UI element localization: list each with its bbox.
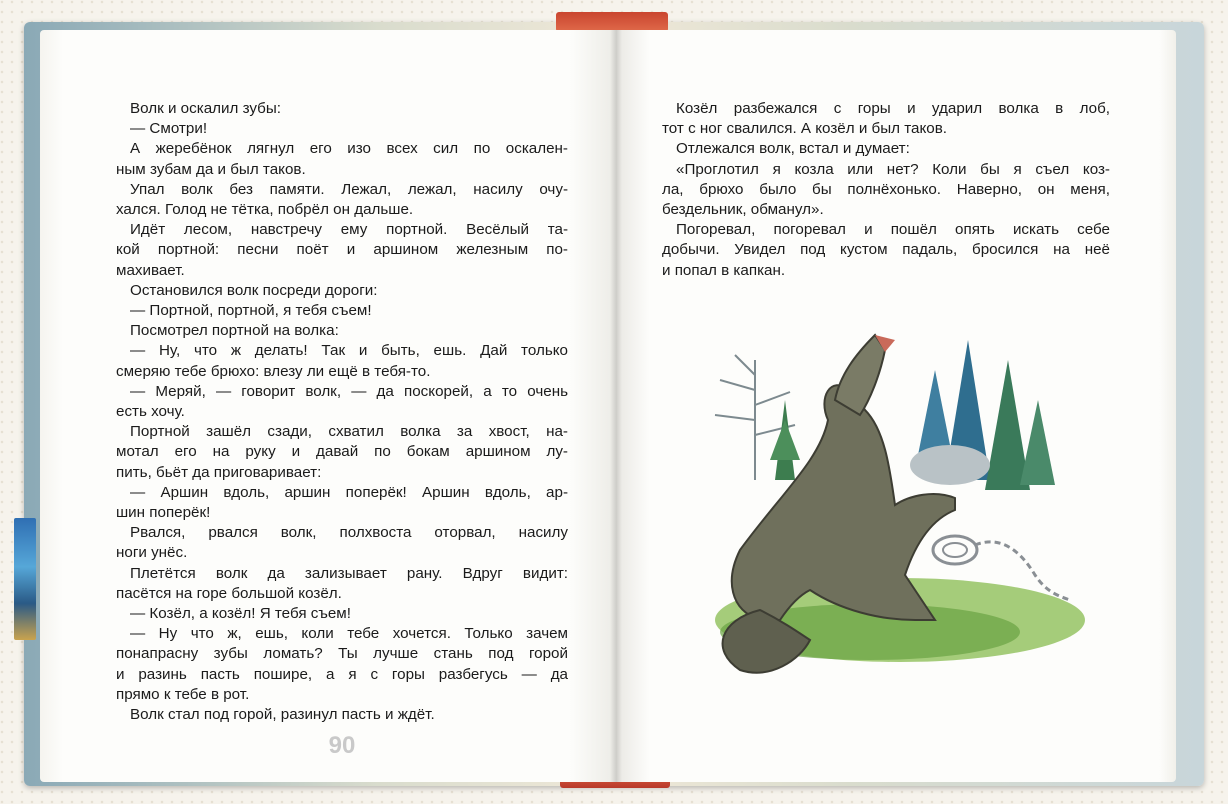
text-line: Волк стал под горой, разинул пасть и ждёт. [130, 706, 435, 724]
text-line: пить, бьёт да приговаривает: [116, 463, 322, 481]
text-line: бездельник, обманул». [662, 201, 824, 219]
text-line: — Меряй, — говорит волк, — да поскорей, а то очень [130, 382, 568, 400]
text-line: Остановился волк посреди дороги: [130, 281, 378, 299]
text-line: — Смотри! [130, 120, 208, 138]
text-line: — Ну что ж, ешь, коли тебе хочется. Только зачем [130, 625, 568, 643]
text-line: прямо к тебе в рот. [116, 685, 250, 703]
text-line: «Проглотил я козла или нет? Коли бы я съел коз- [676, 160, 1110, 178]
text-line: пасётся на горе большой козёл. [116, 584, 342, 602]
text-line: махивает. [116, 261, 185, 279]
right-page-text [662, 99, 1110, 281]
text-line: Портной зашёл сзади, схватил волка за хвост, на- [130, 423, 568, 441]
text-line: Погоревал, погоревал и пошёл опять искать себе [676, 221, 1110, 239]
wolf-illustration [700, 320, 1100, 700]
text-line: Отлежался волк, встал и думает: [676, 140, 910, 158]
text-line: Плетётся волк да зализывает рану. Вдруг видит: [130, 564, 568, 582]
page-number: 90 [328, 732, 356, 759]
left-page-text [116, 99, 568, 725]
text-line: хался. Голод не тётка, побрёл он дальше. [116, 201, 414, 219]
text-line: ноги унёс. [116, 544, 188, 562]
text-line: Волк и оскалил зубы: [130, 100, 281, 117]
text-line: — Козёл, а козёл! Я тебя съем! [130, 605, 351, 623]
text-line: Упал волк без памяти. Лежал, лежал, насилу очу- [130, 180, 568, 198]
text-line: — Портной, портной, я тебя съем! [130, 302, 372, 320]
text-line: А жеребёнок лягнул его изо всех сил по оскален- [130, 140, 568, 158]
spine-headband-top [556, 12, 668, 32]
text-line: кой портной: песни поёт и аршином железным по- [116, 241, 568, 259]
text-line: Козёл разбежался с горы и ударил волка в лоб, [676, 100, 1110, 117]
text-line: ным зубам да и был таков. [116, 160, 306, 178]
text-line: ла, брюхо было бы полнёхонько. Наверно, он меня, [662, 180, 1110, 198]
cover-edge-art [14, 518, 36, 640]
book-gutter [610, 30, 622, 782]
text-line: — Ну, что ж делать! Так и быть, ешь. Дай только [130, 342, 568, 360]
text-line: есть хочу. [116, 403, 185, 421]
text-line: мотал его на руку и давай по бокам аршином лу- [116, 443, 568, 461]
text-line: добычи. Увидел под кустом падаль, бросился на неё [662, 241, 1110, 259]
text-line: и попал в капкан. [662, 261, 786, 279]
text-line: понапрасну зубы ломать? Ты лучше стань под горой [116, 645, 568, 663]
text-line: — Аршин вдоль, аршин поперёк! Аршин вдоль, ар- [130, 483, 568, 501]
text-line: и разинь пасть пошире, а я с горы разбегусь — да [116, 665, 568, 683]
text-line: Посмотрел портной на волка: [130, 322, 339, 340]
text-line: Идёт лесом, навстречу ему портной. Весёлый та- [130, 221, 568, 239]
text-line: Рвался, рвался волк, полхвоста оторвал, насилу [130, 524, 568, 542]
text-line: смеряю тебе брюхо: влезу ли ещё в тебя-то. [116, 362, 431, 380]
text-line: тот с ног свалился. А козёл и был таков. [662, 120, 947, 138]
text-line: шин поперёк! [116, 504, 211, 522]
